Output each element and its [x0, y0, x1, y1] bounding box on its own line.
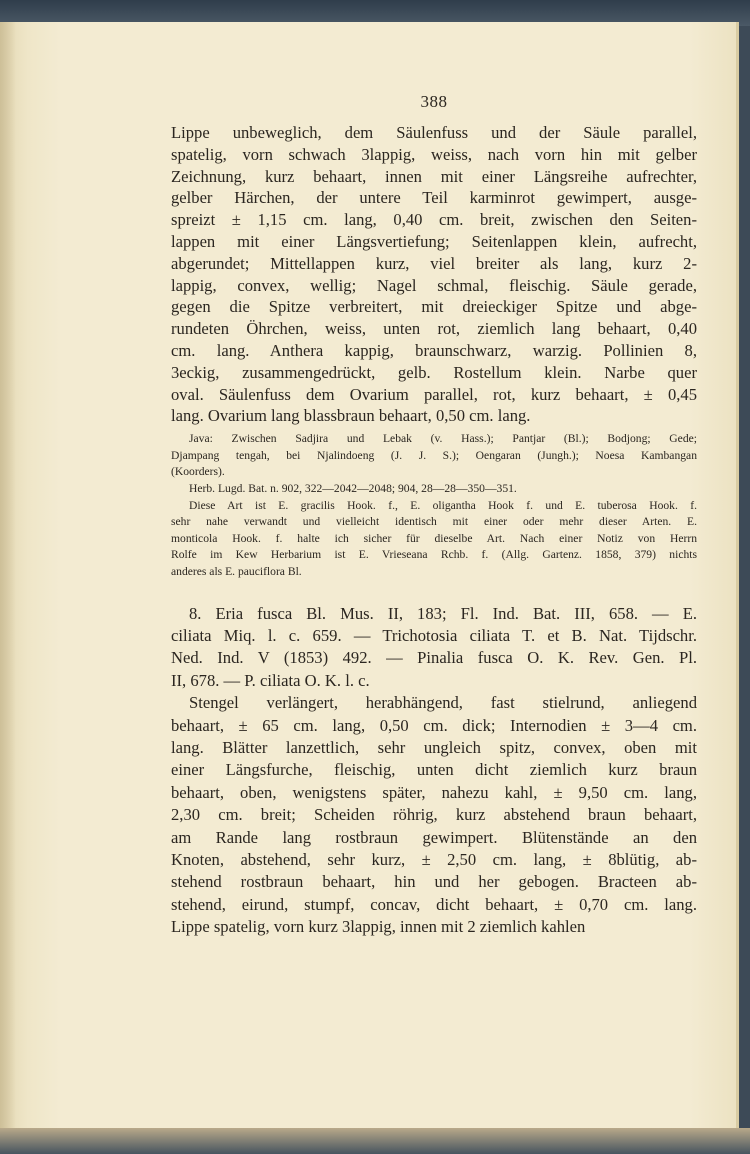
text-line: monticola Hook. f. halte ich sicher für dieselbe Art. Nach einer Notiz von Herrn	[171, 531, 697, 545]
text-line: Lippe spatelig, vorn kurz 3lappig, innen mit 2 ziemlich kahlen	[171, 917, 586, 937]
description-paragraph-1	[171, 122, 697, 427]
text-line: Diese Art ist E. gracilis Hook. f., E. oligantha Hook f. und E. tuberosa Hook. f.	[189, 498, 697, 512]
text-line: lang. Blätter lanzettlich, sehr ungleich spitz, convex, oben mit	[171, 737, 697, 757]
text-line: Lippe unbeweglich, dem Säulenfuss und der Säule parallel,	[171, 123, 697, 142]
text-line: Java: Zwischen Sadjira und Lebak (v. Hass.); Pantjar (Bl.); Bodjong; Gede;	[189, 432, 697, 446]
remark-note	[171, 498, 697, 515]
text-line: Zeichnung, kurz behaart, innen mit einer Längsreihe aufrechter,	[171, 166, 697, 186]
text-line: sehr nahe verwandt und vielleicht identisch mit einer oder mehr dieser Arten. E.	[171, 515, 697, 529]
text-line: Djampang tengah, bei Njalindoeng (J. J. S.); Oengaran (Jungh.); Noesa Kambangan	[171, 448, 697, 462]
text-line: Herb. Lugd. Bat. n. 902, 322—2042—2048; 904, 28—28—350—351.	[189, 481, 517, 495]
text-line: Knoten, abstehend, sehr kurz, ± 2,50 cm. lang, ± 8blütig, ab-	[171, 849, 697, 869]
description-paragraph-2	[171, 692, 697, 714]
text-line: spreizt ± 1,15 cm. lang, 0,40 cm. breit, zwischen den Seiten-	[171, 210, 697, 230]
book-cover-bottom-edge	[0, 1128, 750, 1154]
text-line: 3eckig, zusammengedrückt, gelb. Rostellum klein. Narbe quer	[171, 362, 697, 382]
text-line: lappen mit einer Längsvertiefung; Seitenlappen klein, aufrecht,	[171, 231, 697, 251]
text-line: gelber Härchen, der untere Teil karminrot gewimpert, ausge-	[171, 188, 697, 208]
text-line: cm. lang. Anthera kappig, braunschwarz, warzig. Pollinien 8,	[171, 340, 697, 360]
locality-note	[171, 431, 697, 448]
text-line: 8. Eria fusca Bl. Mus. II, 183; Fl. Ind. Bat. III, 658. — E.	[189, 603, 697, 623]
text-line: gegen die Spitze verbreitert, mit dreieckiger Spitze und abge-	[171, 297, 697, 317]
text-line: am Rande lang rostbraun gewimpert. Blütenstände an den	[171, 827, 697, 847]
text-line: spatelig, vorn schwach 3lappig, weiss, nach vorn hin mit gelber	[171, 144, 697, 164]
herbarium-note	[171, 481, 697, 498]
text-line: ciliata Miq. l. c. 659. — Trichotosia ciliata T. et B. Nat. Tijdschr.	[171, 625, 697, 645]
description-paragraph-2-continued	[171, 715, 697, 939]
text-line: anderes als E. pauciflora Bl.	[171, 564, 302, 578]
text-line: II, 678. — P. ciliata O. K. l. c.	[171, 670, 370, 690]
species-heading-continued	[171, 625, 697, 692]
text-line: stehend rostbraun behaart, hin und her gebogen. Bracteen ab-	[171, 872, 697, 892]
text-line: lang. Ovarium lang blassbraun behaart, 0,50 cm. lang.	[171, 406, 531, 426]
page-content	[171, 92, 697, 939]
page-number: 388	[420, 92, 448, 111]
text-line: Ned. Ind. V (1853) 492. — Pinalia fusca O. K. Rev. Gen. Pl.	[171, 648, 697, 668]
text-line: rundeten Öhrchen, weiss, unten rot, ziemlich lang behaart, 0,40	[171, 319, 697, 339]
text-line: stehend, eirund, stumpf, concav, dicht behaart, ± 0,70 cm. lang.	[171, 894, 697, 914]
text-line: behaart, oben, wenigstens später, nahezu kahl, ± 9,50 cm. lang,	[171, 782, 697, 802]
text-line: oval. Säulenfuss dem Ovarium parallel, rot, kurz behaart, ± 0,45	[171, 384, 697, 404]
remark-note-continued	[171, 514, 697, 580]
text-line: Stengel verlängert, herabhängend, fast stielrund, anliegend	[189, 693, 697, 713]
text-line: 2,30 cm. breit; Scheiden röhrig, kurz abstehend braun behaart,	[171, 805, 697, 825]
page-gutter-shadow	[0, 22, 16, 1132]
text-line: lappig, convex, wellig; Nagel schmal, fleischig. Säule gerade,	[171, 275, 697, 295]
text-line: Rolfe im Kew Herbarium ist E. Vrieseana Rchb. f. (Allg. Gartenz. 1858, 379) nichts	[171, 548, 697, 562]
text-line: behaart, ± 65 cm. lang, 0,50 cm. dick; Internodien ± 3—4 cm.	[171, 715, 697, 735]
species-heading	[171, 603, 697, 625]
text-line: (Koorders).	[171, 465, 225, 479]
locality-note-continued	[171, 448, 697, 481]
text-line: einer Längsfurche, fleischig, unten dicht ziemlich kurz braun	[171, 760, 697, 780]
text-line: abgerundet; Mittellappen kurz, viel breiter als lang, kurz 2-	[171, 253, 697, 273]
